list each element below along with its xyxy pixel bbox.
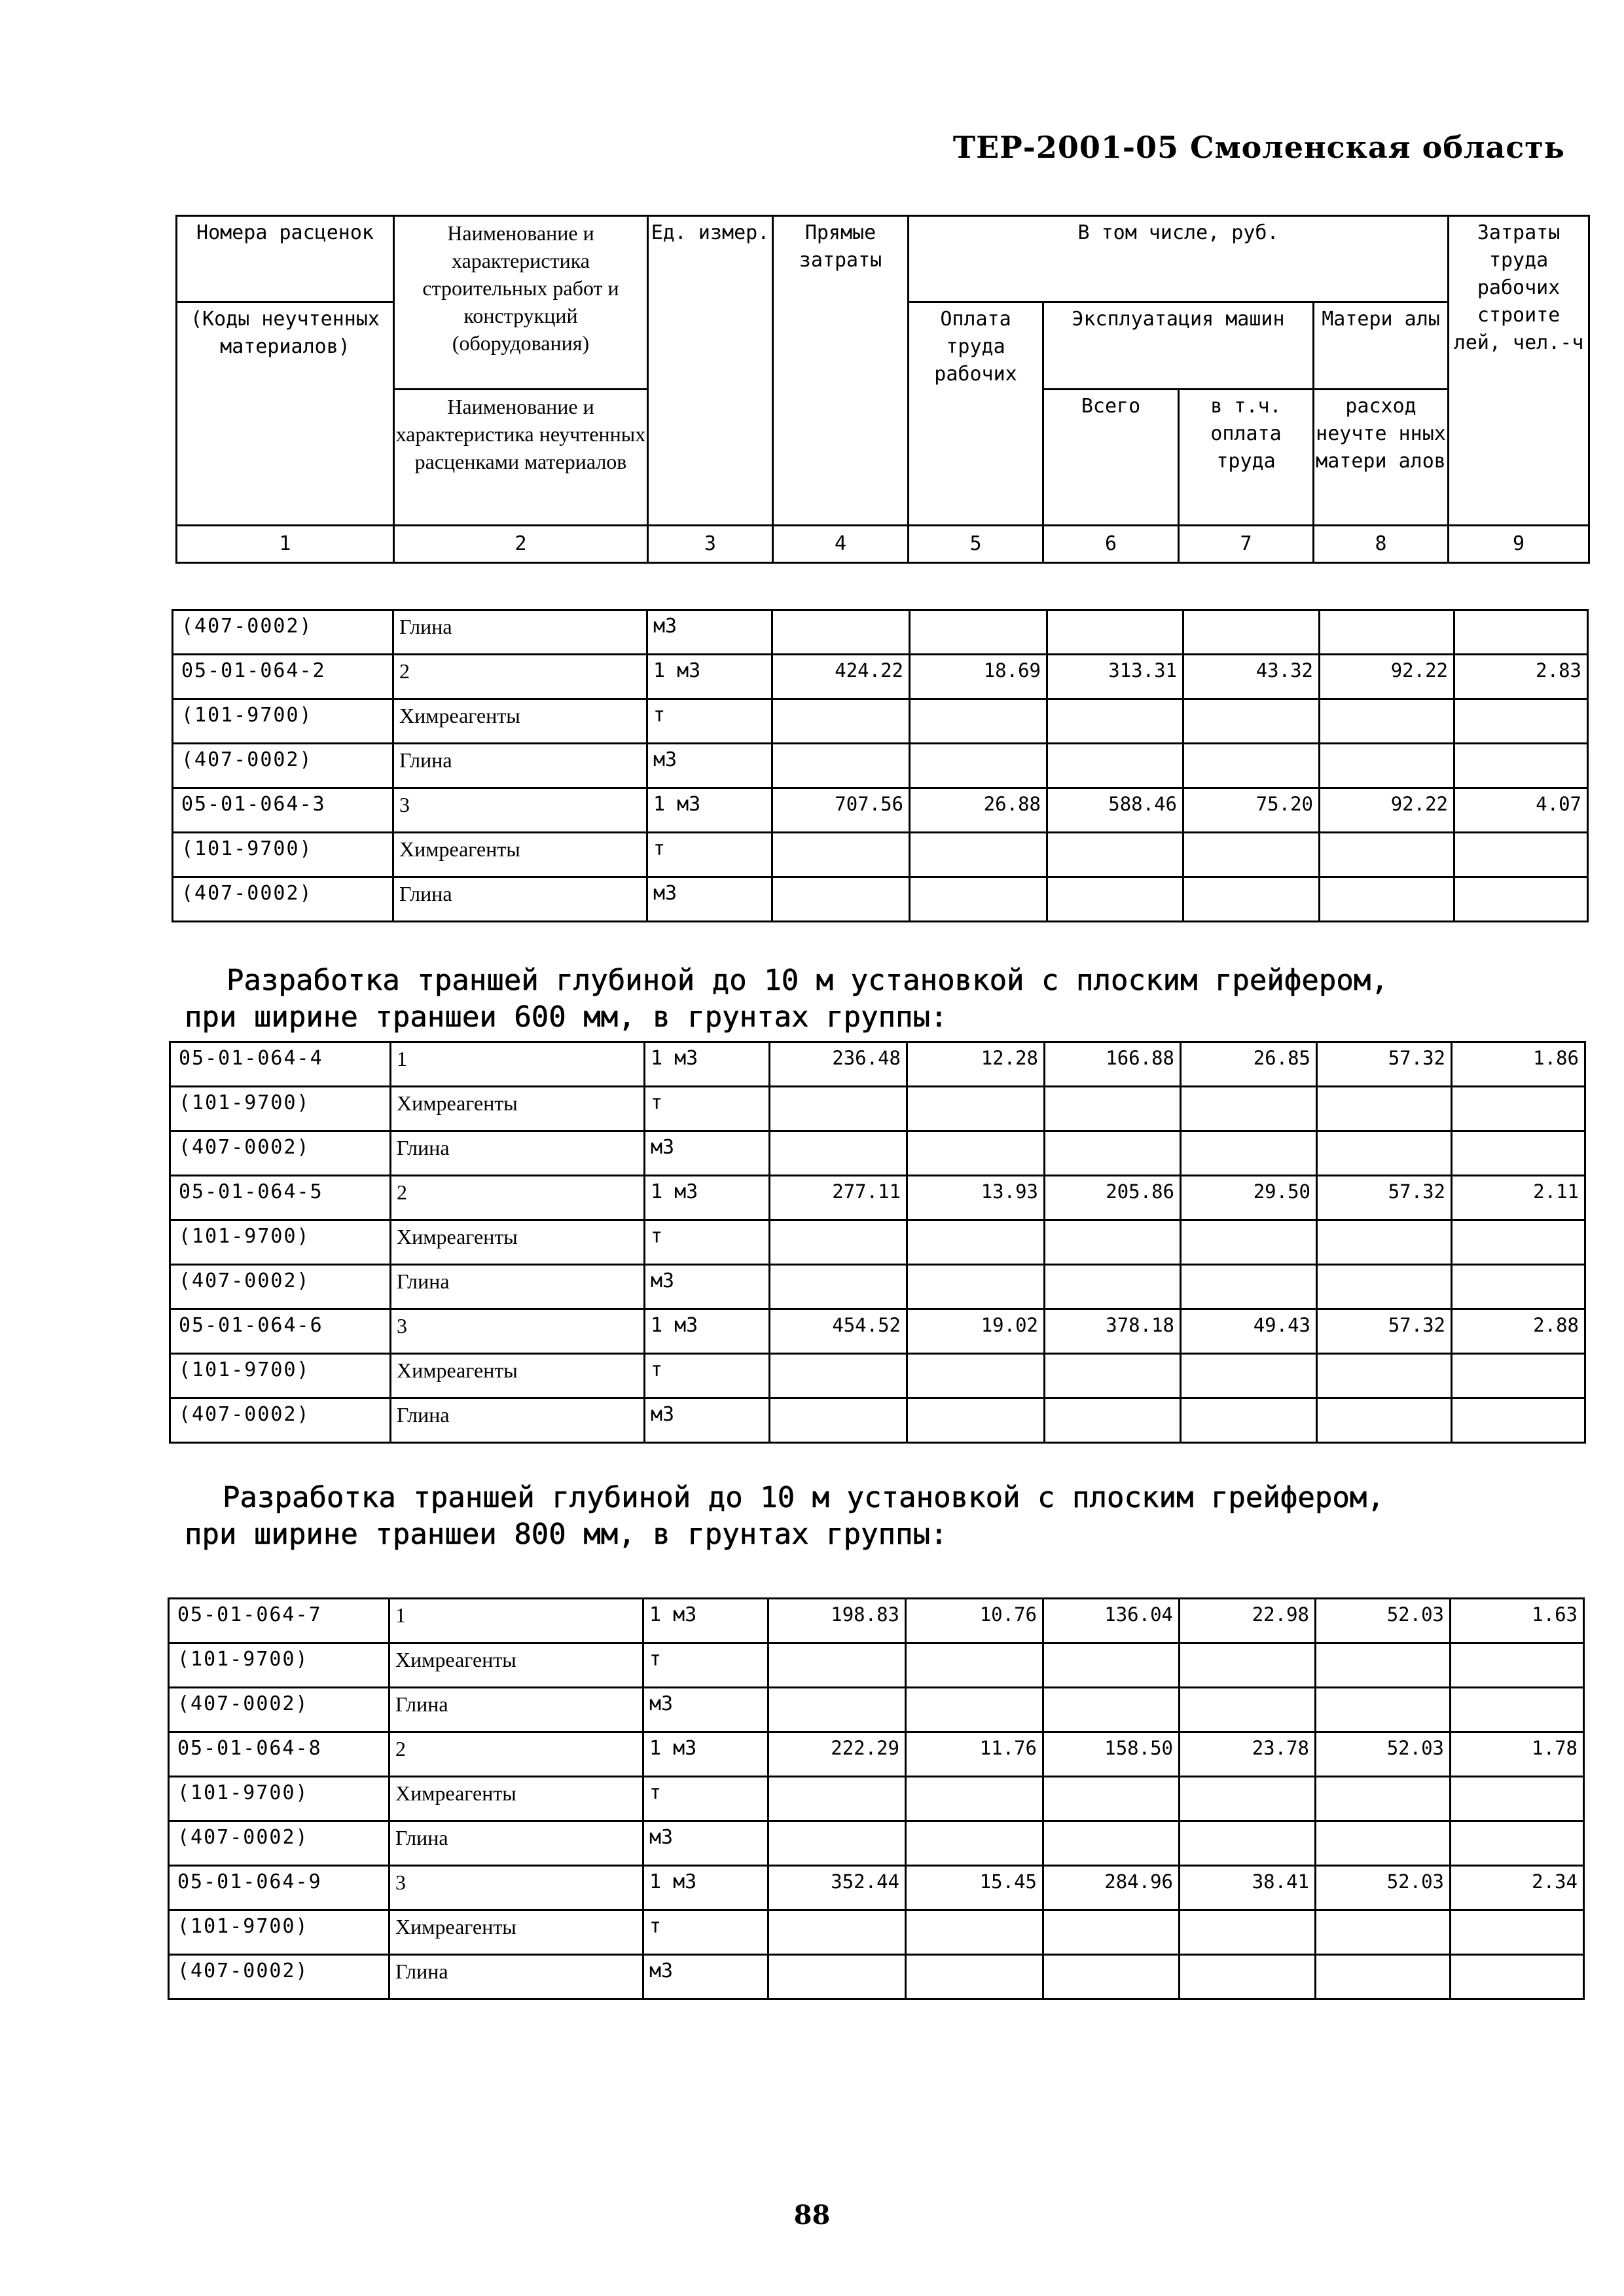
unit-cell: м3 — [645, 1131, 770, 1176]
rate-code-cell: (101-9700) — [169, 1910, 389, 1955]
direct-costs-cell — [772, 877, 910, 922]
rate-name-cell: Глина — [389, 1955, 643, 1999]
rate-name-cell: 2 — [389, 1732, 643, 1777]
machines-labor-cell — [1180, 1821, 1316, 1866]
table-row — [170, 1265, 1585, 1309]
machines-labor-cell — [1181, 1354, 1317, 1398]
machines-labor-cell — [1180, 1777, 1316, 1821]
direct-costs-cell — [772, 699, 910, 744]
rate-code-cell: (101-9700) — [170, 1087, 391, 1131]
header-work-name: Наименование и характеристика строительных работ и конструкций (оборудования) — [394, 216, 648, 390]
table-row — [173, 699, 1588, 744]
table-row — [169, 1599, 1584, 1643]
rate-name-cell: Химреагенты — [391, 1087, 645, 1131]
rate-code-cell: 05-01-064-4 — [170, 1042, 391, 1087]
column-number: 1 — [177, 526, 394, 563]
table-row — [170, 1131, 1585, 1176]
materials-cell: 57.32 — [1317, 1176, 1452, 1220]
table-row — [169, 1777, 1584, 1821]
machines-labor-cell — [1183, 610, 1320, 655]
machines-total-cell — [1043, 1688, 1180, 1732]
header-machines: Эксплуатация машин — [1043, 302, 1314, 390]
labor-pay-cell — [910, 699, 1047, 744]
direct-costs-cell — [770, 1398, 907, 1443]
column-number: 5 — [909, 526, 1043, 563]
header-material-codes: (Коды неучтенных материалов) — [177, 302, 394, 526]
rate-code-cell: (407-0002) — [173, 744, 393, 788]
materials-cell — [1320, 699, 1454, 744]
materials-cell — [1316, 1688, 1451, 1732]
column-number: 8 — [1314, 526, 1449, 563]
machines-total-cell — [1047, 877, 1183, 922]
machines-labor-cell: 43.32 — [1183, 655, 1320, 699]
materials-cell: 92.22 — [1320, 788, 1454, 833]
table-row — [170, 1354, 1585, 1398]
machines-labor-cell: 38.41 — [1180, 1866, 1316, 1910]
table-row — [173, 833, 1588, 877]
labor-hours-cell — [1451, 1821, 1584, 1866]
labor-hours-cell — [1454, 699, 1588, 744]
labor-pay-cell — [910, 833, 1047, 877]
labor-hours-cell — [1454, 833, 1588, 877]
unit-cell: 1 м3 — [645, 1176, 770, 1220]
unit-cell: 1 м3 — [647, 655, 772, 699]
header-direct-costs: Прямые затраты — [773, 216, 909, 526]
labor-hours-cell — [1452, 1220, 1585, 1265]
machines-total-cell: 205.86 — [1045, 1176, 1181, 1220]
column-header-table — [175, 215, 1590, 564]
rate-code-cell: 05-01-064-5 — [170, 1176, 391, 1220]
rate-name-cell: Глина — [391, 1265, 645, 1309]
table-row — [173, 655, 1588, 699]
table-row — [170, 1309, 1585, 1354]
unit-cell: 1 м3 — [647, 788, 772, 833]
rates-table-800mm — [168, 1597, 1585, 2000]
labor-pay-cell: 19.02 — [907, 1309, 1045, 1354]
unit-cell: т — [645, 1220, 770, 1265]
labor-pay-cell — [907, 1354, 1045, 1398]
rate-name-cell: Глина — [391, 1398, 645, 1443]
machines-total-cell — [1047, 833, 1183, 877]
section-heading-600mm — [185, 962, 1592, 1036]
rate-code-cell: (101-9700) — [173, 833, 393, 877]
table-row — [169, 1955, 1584, 1999]
table-row — [173, 788, 1588, 833]
rate-name-cell: 1 — [391, 1042, 645, 1087]
table-row — [170, 1220, 1585, 1265]
materials-cell — [1317, 1131, 1452, 1176]
table-row — [170, 1398, 1585, 1443]
unit-cell: т — [643, 1777, 768, 1821]
materials-cell — [1317, 1354, 1452, 1398]
labor-pay-cell: 26.88 — [910, 788, 1047, 833]
header-unit: Ед. измер. — [648, 216, 773, 526]
direct-costs-cell: 424.22 — [772, 655, 910, 699]
unit-cell: 1 м3 — [645, 1042, 770, 1087]
header-codes: Номера расценок — [177, 216, 394, 302]
rate-code-cell: (407-0002) — [170, 1265, 391, 1309]
machines-labor-cell — [1181, 1398, 1317, 1443]
labor-hours-cell — [1451, 1955, 1584, 1999]
unit-cell: м3 — [643, 1688, 768, 1732]
labor-pay-cell: 15.45 — [906, 1866, 1043, 1910]
direct-costs-cell — [768, 1777, 906, 1821]
unit-cell: м3 — [643, 1955, 768, 1999]
materials-cell — [1316, 1910, 1451, 1955]
machines-total-cell — [1047, 744, 1183, 788]
machines-total-cell — [1047, 610, 1183, 655]
labor-hours-cell — [1452, 1131, 1585, 1176]
direct-costs-cell: 277.11 — [770, 1176, 907, 1220]
unit-cell: 1 м3 — [643, 1866, 768, 1910]
materials-cell — [1316, 1955, 1451, 1999]
header-machines-total: Всего — [1043, 390, 1179, 526]
labor-hours-cell — [1452, 1354, 1585, 1398]
header-including-group: В том числе, руб. — [909, 216, 1449, 302]
materials-cell: 52.03 — [1316, 1732, 1451, 1777]
direct-costs-cell — [768, 1910, 906, 1955]
rate-name-cell: Глина — [393, 610, 647, 655]
labor-hours-cell: 1.78 — [1451, 1732, 1584, 1777]
machines-labor-cell — [1183, 877, 1320, 922]
unit-cell: м3 — [643, 1821, 768, 1866]
table-row — [173, 610, 1588, 655]
machines-total-cell — [1045, 1265, 1181, 1309]
labor-hours-cell — [1452, 1265, 1585, 1309]
labor-hours-cell: 1.86 — [1452, 1042, 1585, 1087]
rate-code-cell: 05-01-064-7 — [169, 1599, 389, 1643]
machines-labor-cell — [1183, 699, 1320, 744]
rate-code-cell: (101-9700) — [170, 1354, 391, 1398]
rate-code-cell: (101-9700) — [169, 1777, 389, 1821]
direct-costs-cell — [770, 1220, 907, 1265]
machines-total-cell: 378.18 — [1045, 1309, 1181, 1354]
machines-labor-cell: 26.85 — [1181, 1042, 1317, 1087]
rate-name-cell: Химреагенты — [391, 1220, 645, 1265]
labor-hours-cell: 2.83 — [1454, 655, 1588, 699]
machines-labor-cell: 75.20 — [1183, 788, 1320, 833]
labor-hours-cell: 4.07 — [1454, 788, 1588, 833]
header-material-consumption: расход неучте нных матери алов — [1314, 390, 1449, 526]
labor-hours-cell — [1451, 1643, 1584, 1688]
machines-labor-cell: 22.98 — [1180, 1599, 1316, 1643]
labor-pay-cell — [906, 1688, 1043, 1732]
direct-costs-cell — [770, 1265, 907, 1309]
direct-costs-cell — [770, 1131, 907, 1176]
machines-total-cell — [1045, 1398, 1181, 1443]
direct-costs-cell — [772, 610, 910, 655]
rate-name-cell: Химреагенты — [389, 1777, 643, 1821]
rate-name-cell: 3 — [393, 788, 647, 833]
table-row — [173, 877, 1588, 922]
machines-total-cell — [1045, 1131, 1181, 1176]
machines-labor-cell: 49.43 — [1181, 1309, 1317, 1354]
machines-total-cell: 284.96 — [1043, 1866, 1180, 1910]
direct-costs-cell — [768, 1955, 906, 1999]
machines-labor-cell — [1183, 744, 1320, 788]
rate-code-cell: (407-0002) — [169, 1688, 389, 1732]
rate-name-cell: Химреагенты — [389, 1643, 643, 1688]
labor-pay-cell — [906, 1910, 1043, 1955]
rate-name-cell: Химреагенты — [391, 1354, 645, 1398]
machines-total-cell — [1043, 1910, 1180, 1955]
direct-costs-cell — [768, 1821, 906, 1866]
unit-cell: т — [645, 1087, 770, 1131]
unit-cell: м3 — [647, 744, 772, 788]
rate-name-cell: 1 — [389, 1599, 643, 1643]
rate-code-cell: (101-9700) — [169, 1643, 389, 1688]
materials-cell — [1316, 1821, 1451, 1866]
labor-hours-cell — [1451, 1777, 1584, 1821]
labor-hours-cell — [1454, 610, 1588, 655]
direct-costs-cell: 352.44 — [768, 1866, 906, 1910]
labor-hours-cell — [1452, 1398, 1585, 1443]
unit-cell: м3 — [647, 610, 772, 655]
direct-costs-cell: 707.56 — [772, 788, 910, 833]
header-material-name: Наименование и характеристика неучтенных расценками материалов — [394, 390, 648, 526]
machines-total-cell — [1045, 1354, 1181, 1398]
header-labor-hours: Затраты труда рабочих строите лей, чел.-ч — [1449, 216, 1589, 526]
materials-cell — [1317, 1398, 1452, 1443]
machines-labor-cell — [1181, 1131, 1317, 1176]
direct-costs-cell — [770, 1087, 907, 1131]
machines-total-cell: 136.04 — [1043, 1599, 1180, 1643]
rates-table-600mm — [169, 1041, 1586, 1444]
rate-name-cell: Химреагенты — [393, 833, 647, 877]
materials-cell: 92.22 — [1320, 655, 1454, 699]
labor-pay-cell — [907, 1087, 1045, 1131]
table-row — [170, 1087, 1585, 1131]
rate-code-cell: (407-0002) — [170, 1131, 391, 1176]
table-row — [170, 1042, 1585, 1087]
materials-cell: 57.32 — [1317, 1309, 1452, 1354]
rate-code-cell: 05-01-064-9 — [169, 1866, 389, 1910]
rate-code-cell: (407-0002) — [170, 1398, 391, 1443]
rate-name-cell: 3 — [391, 1309, 645, 1354]
direct-costs-cell: 236.48 — [770, 1042, 907, 1087]
labor-pay-cell — [907, 1220, 1045, 1265]
materials-cell — [1317, 1265, 1452, 1309]
unit-cell: м3 — [645, 1265, 770, 1309]
unit-cell: т — [647, 699, 772, 744]
machines-total-cell — [1043, 1777, 1180, 1821]
rate-name-cell: Глина — [391, 1131, 645, 1176]
direct-costs-cell — [772, 744, 910, 788]
labor-hours-cell — [1451, 1688, 1584, 1732]
machines-labor-cell — [1180, 1643, 1316, 1688]
labor-hours-cell: 2.11 — [1452, 1176, 1585, 1220]
rate-code-cell: 05-01-064-6 — [170, 1309, 391, 1354]
rate-code-cell: 05-01-064-8 — [169, 1732, 389, 1777]
machines-labor-cell — [1181, 1220, 1317, 1265]
rate-name-cell: Химреагенты — [393, 699, 647, 744]
section-heading-line: Разработка траншей глубиной до 10 м установкой с плоским грейфером, — [226, 964, 1388, 997]
rate-code-cell: (101-9700) — [173, 699, 393, 744]
unit-cell: т — [647, 833, 772, 877]
column-number: 9 — [1449, 526, 1589, 563]
table-row — [169, 1643, 1584, 1688]
rate-name-cell: Глина — [389, 1688, 643, 1732]
direct-costs-cell — [770, 1354, 907, 1398]
machines-labor-cell — [1181, 1265, 1317, 1309]
table-row — [173, 744, 1588, 788]
unit-cell: м3 — [647, 877, 772, 922]
materials-cell — [1320, 744, 1454, 788]
rate-code-cell: 05-01-064-2 — [173, 655, 393, 699]
machines-labor-cell — [1180, 1910, 1316, 1955]
labor-pay-cell: 18.69 — [910, 655, 1047, 699]
header-machines-labor: в т.ч. оплата труда — [1179, 390, 1314, 526]
table-row — [170, 1176, 1585, 1220]
machines-total-cell — [1043, 1643, 1180, 1688]
labor-pay-cell — [906, 1955, 1043, 1999]
labor-pay-cell — [906, 1643, 1043, 1688]
rate-name-cell: Глина — [393, 877, 647, 922]
direct-costs-cell: 454.52 — [770, 1309, 907, 1354]
rates-table-1 — [171, 609, 1589, 922]
labor-pay-cell: 10.76 — [906, 1599, 1043, 1643]
labor-pay-cell — [906, 1821, 1043, 1866]
table-row — [169, 1821, 1584, 1866]
column-number: 4 — [773, 526, 909, 563]
materials-cell — [1320, 833, 1454, 877]
rate-name-cell: Глина — [393, 744, 647, 788]
machines-labor-cell: 23.78 — [1180, 1732, 1316, 1777]
table-row — [169, 1910, 1584, 1955]
labor-pay-cell — [907, 1131, 1045, 1176]
rate-name-cell: 3 — [389, 1866, 643, 1910]
materials-cell — [1320, 877, 1454, 922]
materials-cell: 52.03 — [1316, 1866, 1451, 1910]
materials-cell — [1317, 1087, 1452, 1131]
rate-name-cell: 2 — [393, 655, 647, 699]
labor-hours-cell — [1454, 877, 1588, 922]
machines-total-cell — [1043, 1955, 1180, 1999]
rate-name-cell: 2 — [391, 1176, 645, 1220]
unit-cell: 1 м3 — [643, 1599, 768, 1643]
labor-hours-cell: 1.63 — [1451, 1599, 1584, 1643]
header-labor-pay: Оплата труда рабочих — [909, 302, 1043, 526]
machines-total-cell — [1045, 1087, 1181, 1131]
page-title: ТЕР-2001-05 Смоленская область — [952, 130, 1565, 165]
rate-code-cell: (101-9700) — [170, 1220, 391, 1265]
labor-hours-cell: 2.88 — [1452, 1309, 1585, 1354]
rate-code-cell: 05-01-064-3 — [173, 788, 393, 833]
unit-cell: т — [643, 1643, 768, 1688]
labor-pay-cell: 13.93 — [907, 1176, 1045, 1220]
unit-cell: т — [643, 1910, 768, 1955]
direct-costs-cell — [772, 833, 910, 877]
labor-pay-cell: 11.76 — [906, 1732, 1043, 1777]
labor-pay-cell — [910, 744, 1047, 788]
column-number: 6 — [1043, 526, 1179, 563]
labor-hours-cell — [1454, 744, 1588, 788]
column-number-row — [177, 526, 1589, 563]
rate-code-cell: (407-0002) — [169, 1955, 389, 1999]
unit-cell: 1 м3 — [643, 1732, 768, 1777]
materials-cell — [1316, 1643, 1451, 1688]
section-heading-800mm — [185, 1480, 1592, 1553]
direct-costs-cell: 198.83 — [768, 1599, 906, 1643]
rate-code-cell: (407-0002) — [169, 1821, 389, 1866]
labor-hours-cell — [1452, 1087, 1585, 1131]
unit-cell: м3 — [645, 1398, 770, 1443]
labor-pay-cell — [907, 1398, 1045, 1443]
rate-name-cell: Глина — [389, 1821, 643, 1866]
section-heading-line: Разработка траншей глубиной до 10 м установкой с плоским грейфером, — [223, 1481, 1384, 1514]
machines-total-cell: 588.46 — [1047, 788, 1183, 833]
machines-labor-cell — [1181, 1087, 1317, 1131]
machines-labor-cell: 29.50 — [1181, 1176, 1317, 1220]
machines-total-cell: 166.88 — [1045, 1042, 1181, 1087]
column-number: 2 — [394, 526, 648, 563]
machines-total-cell — [1043, 1821, 1180, 1866]
materials-cell — [1316, 1777, 1451, 1821]
labor-pay-cell: 12.28 — [907, 1042, 1045, 1087]
machines-labor-cell — [1183, 833, 1320, 877]
materials-cell — [1320, 610, 1454, 655]
machines-labor-cell — [1180, 1955, 1316, 1999]
machines-labor-cell — [1180, 1688, 1316, 1732]
table-row — [169, 1688, 1584, 1732]
machines-total-cell — [1045, 1220, 1181, 1265]
column-number: 3 — [648, 526, 773, 563]
direct-costs-cell — [768, 1643, 906, 1688]
materials-cell — [1317, 1220, 1452, 1265]
page-number: 88 — [793, 2200, 831, 2231]
labor-hours-cell — [1451, 1910, 1584, 1955]
labor-pay-cell — [906, 1777, 1043, 1821]
labor-pay-cell — [910, 610, 1047, 655]
labor-hours-cell: 2.34 — [1451, 1866, 1584, 1910]
materials-cell: 57.32 — [1317, 1042, 1452, 1087]
rate-name-cell: Химреагенты — [389, 1910, 643, 1955]
materials-cell: 52.03 — [1316, 1599, 1451, 1643]
machines-total-cell: 313.31 — [1047, 655, 1183, 699]
unit-cell: т — [645, 1354, 770, 1398]
machines-total-cell: 158.50 — [1043, 1732, 1180, 1777]
section-heading-line: при ширине траншеи 800 мм, в грунтах группы: — [185, 1518, 948, 1551]
direct-costs-cell: 222.29 — [768, 1732, 906, 1777]
unit-cell: 1 м3 — [645, 1309, 770, 1354]
section-heading-line: при ширине траншеи 600 мм, в грунтах группы: — [185, 1000, 948, 1034]
labor-pay-cell — [907, 1265, 1045, 1309]
rate-code-cell: (407-0002) — [173, 610, 393, 655]
header-materials: Матери алы — [1314, 302, 1449, 390]
rate-code-cell: (407-0002) — [173, 877, 393, 922]
direct-costs-cell — [768, 1688, 906, 1732]
column-number: 7 — [1179, 526, 1314, 563]
table-row — [169, 1732, 1584, 1777]
table-row — [169, 1866, 1584, 1910]
machines-total-cell — [1047, 699, 1183, 744]
labor-pay-cell — [910, 877, 1047, 922]
